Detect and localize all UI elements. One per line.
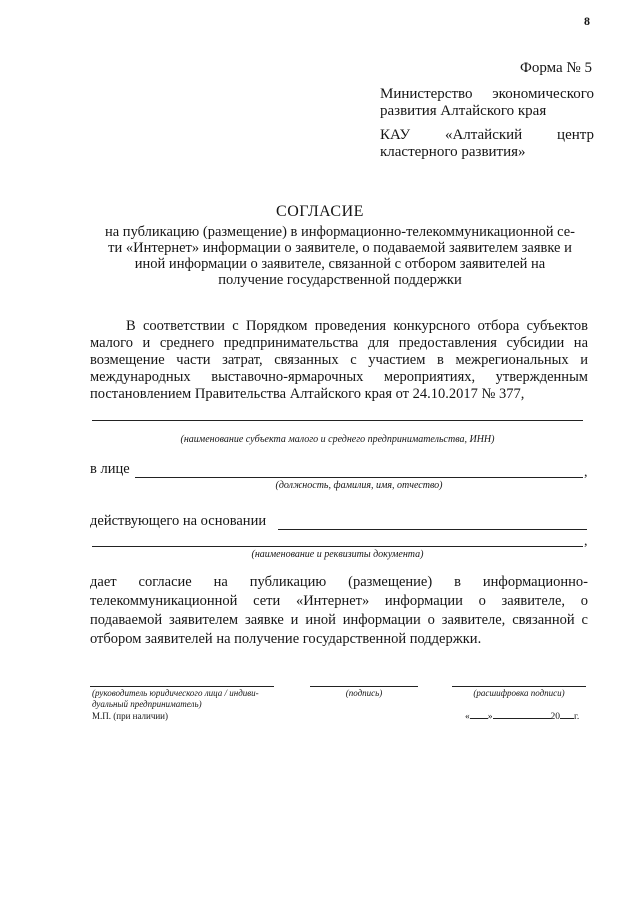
basis-line-2[interactable] bbox=[92, 546, 583, 547]
recipient-kau-line1: КАУ «Алтайский центр bbox=[380, 127, 594, 143]
person-name-line[interactable] bbox=[135, 477, 583, 478]
date-month-blank[interactable] bbox=[493, 718, 551, 719]
date-field bbox=[465, 712, 579, 722]
date-year-blank[interactable] bbox=[560, 718, 574, 719]
head-caption-line1: (руководитель юридического лица / индиви- bbox=[92, 688, 259, 698]
recipient-ministry-line2: развития Алтайского края bbox=[380, 103, 547, 119]
person-caption: (должность, фамилия, имя, отчество) bbox=[275, 480, 443, 491]
consent-paragraph: дает согласие на публикацию (размещение) в информационно-телекоммуникационной сети «Интернет» информации о заявителе, о подаваемой заявителем заявке и иной информации о заявителе, связанной с отбором заявителей на получение государственной поддержки. bbox=[90, 574, 588, 647]
subtitle-line: иной информации о заявителе, связанной с отбором заявителей на bbox=[134, 256, 546, 272]
document-subtitle bbox=[90, 224, 590, 288]
subtitle-line: получение государственной поддержки bbox=[218, 272, 462, 288]
basis-comma: , bbox=[584, 534, 588, 549]
head-caption bbox=[92, 688, 282, 710]
signature-caption: (подпись) bbox=[345, 688, 383, 698]
basis-caption: (наименование и реквизиты документа) bbox=[251, 549, 424, 560]
basis-label: действующего на основании bbox=[90, 513, 267, 529]
date-open-quote: « bbox=[465, 712, 470, 722]
subtitle-line: ти «Интернет» информации о заявителе, о подаваемой заявителем заявке и bbox=[108, 240, 572, 256]
date-day-blank[interactable] bbox=[470, 718, 488, 719]
recipient-kau-line2: кластерного развития» bbox=[380, 144, 526, 160]
basis-line-1[interactable] bbox=[278, 529, 587, 530]
date-year-suffix: г. bbox=[574, 712, 580, 722]
recipient-ministry bbox=[380, 86, 594, 120]
stamp-note: М.П. (при наличии) bbox=[92, 711, 168, 721]
form-number: Форма № 5 bbox=[520, 60, 592, 76]
recipient-ministry-line1: Министерство экономического bbox=[380, 86, 594, 102]
decode-line[interactable] bbox=[452, 686, 586, 687]
head-caption-line2: дуальный предприниматель) bbox=[92, 699, 202, 709]
intro-paragraph: В соответствии с Порядком проведения конкурсного отбора субъектов малого и среднего предпринимательства для предоставления субсидии на возмещение части затрат, связанных с участием в межрегиональных и международных выставочно-ярмарочных мероприятиях, утвержденным постановлением Правительства Алтайского края от 24.10.2017 № 377, bbox=[90, 318, 588, 402]
document-title: СОГЛАСИЕ bbox=[276, 203, 364, 220]
head-line[interactable] bbox=[90, 686, 274, 687]
subject-name-caption: (наименование субъекта малого и среднего предпринимательства, ИНН) bbox=[180, 434, 495, 445]
signature-line[interactable] bbox=[310, 686, 418, 687]
subtitle-line: на публикацию (размещение) в информационно-телекоммуникационной се- bbox=[104, 224, 575, 240]
subject-name-line[interactable] bbox=[92, 420, 583, 421]
recipient-kau bbox=[380, 127, 594, 161]
person-label: в лице bbox=[90, 461, 130, 477]
person-comma: , bbox=[584, 465, 588, 480]
date-close-quote: » bbox=[487, 712, 493, 722]
page-number: 8 bbox=[584, 14, 590, 28]
date-year-prefix: 20 bbox=[550, 712, 560, 722]
decode-caption: (расшифровка подписи) bbox=[473, 688, 565, 698]
